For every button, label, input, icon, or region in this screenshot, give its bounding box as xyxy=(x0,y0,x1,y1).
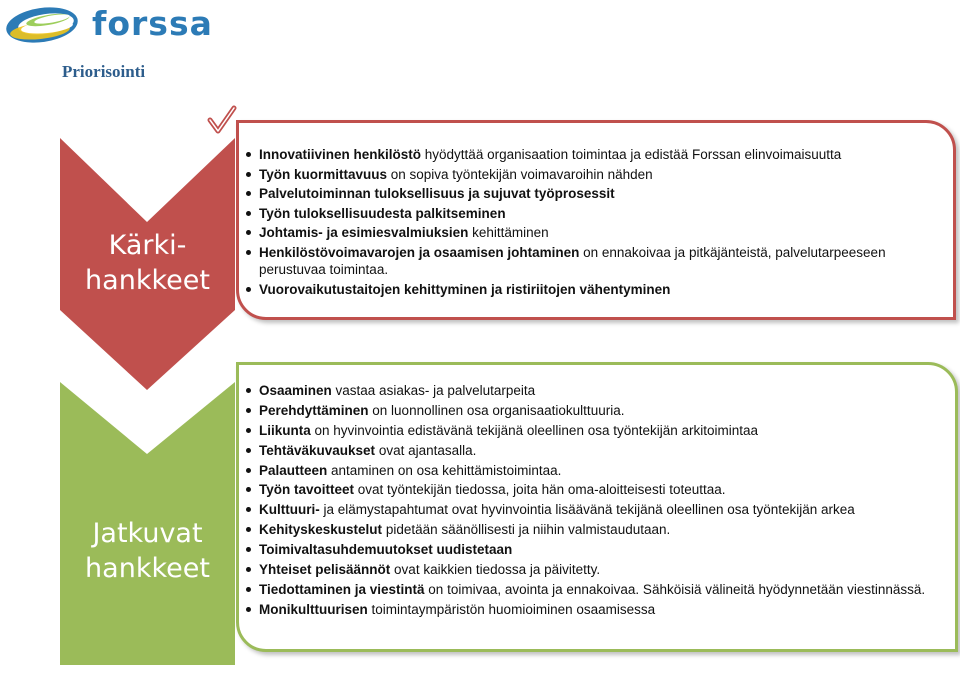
checkmark-icon xyxy=(210,108,234,131)
list-item-bold: Osaaminen xyxy=(259,383,332,398)
list-item xyxy=(245,561,937,578)
list-item-text: ja elämystapahtumat ovat hyvinvointia lisäävänä tekijänä oleellinen osa työntekijän arkea xyxy=(319,502,855,518)
list-item-text: on ennakoivaa ja pitkäjänteistä, palvelutarpeeseen perustuvaa toimintaa. xyxy=(259,244,886,277)
list-item xyxy=(245,541,937,558)
list-item xyxy=(245,205,935,222)
list-item-bold: Tehtäväkuvaukset xyxy=(259,442,376,458)
karki-box xyxy=(236,120,956,320)
list-item-bold: Toimivaltasuhdemuutokset uudistetaan xyxy=(259,542,513,558)
list-item-text: kehittäminen xyxy=(468,225,549,241)
page-title: Priorisointi xyxy=(62,62,146,81)
jatkuvat-label xyxy=(60,516,235,586)
list-item-text: on hyvinvointia edistävänä tekijänä oleellinen osa työntekijän arkitoimintaa xyxy=(310,422,759,438)
list-item-bold: Palautteen xyxy=(259,462,328,478)
list-item xyxy=(245,185,935,202)
list-item-text: hyödyttää organisaation toimintaa ja edistää Forssan elinvoimaisuutta xyxy=(421,147,842,162)
list-item-text: ovat kaikkien tiedossa ja päivitetty. xyxy=(390,562,601,578)
list-item-bold: Tiedottaminen ja viestintä xyxy=(259,581,425,597)
list-item-bold: Perehdyttäminen xyxy=(259,402,369,418)
list-item-bold: Johtamis- ja esimiesvalmiuksien xyxy=(259,225,469,241)
list-item-text: antaminen on osa kehittämistoimintaa. xyxy=(327,462,562,478)
karki-label xyxy=(60,228,235,298)
list-item-text: vastaa asiakas- ja palvelutarpeita xyxy=(331,383,536,398)
list-item-bold: Liikunta xyxy=(259,422,311,438)
list-item xyxy=(245,146,935,163)
list-item-text: pidetään säänöllisesti ja niihin valmistaudutaan. xyxy=(382,522,671,538)
karki-label-line1: Kärki- xyxy=(108,230,187,261)
list-item-bold: Työn tavoitteet xyxy=(259,482,355,498)
list-item xyxy=(245,601,937,618)
list-item xyxy=(245,166,935,183)
list-item xyxy=(245,224,935,241)
karki-label-line2: hankkeet xyxy=(85,265,210,296)
list-item-text: on sopiva työntekijän voimavaroihin nähden xyxy=(387,166,653,182)
list-item-bold: Henkilöstövoimavarojen ja osaamisen johtaminen xyxy=(259,244,580,260)
list-item xyxy=(245,382,937,399)
list-item xyxy=(245,481,937,498)
karki-list xyxy=(245,146,935,300)
list-item-bold: Monikulttuurisen xyxy=(259,601,368,617)
jatkuvat-box xyxy=(236,362,958,652)
list-item xyxy=(245,501,937,518)
list-item-bold: Vuorovaikutustaitojen kehittyminen ja ristiriitojen vähentyminen xyxy=(259,281,671,297)
list-item-bold: Kehityskeskustelut xyxy=(259,522,383,538)
list-item-text: ovat työntekijän tiedossa, joita hän oma-aloitteisesti toteuttaa. xyxy=(354,482,726,498)
list-item xyxy=(245,442,937,459)
list-item-bold: Palvelutoiminnan tuloksellisuus ja sujuvat työprosessit xyxy=(259,186,615,202)
jatkuvat-label-line2: hankkeet xyxy=(85,553,210,584)
list-item xyxy=(245,281,935,298)
list-item xyxy=(245,521,937,538)
list-item-text: ovat ajantasalla. xyxy=(375,442,477,458)
list-item xyxy=(245,402,937,419)
list-item xyxy=(245,581,937,598)
list-item-bold: Työn tuloksellisuudesta palkitseminen xyxy=(259,205,506,221)
jatkuvat-label-line1: Jatkuvat xyxy=(92,518,203,549)
list-item xyxy=(245,462,937,479)
list-item-bold: Yhteiset pelisäännöt xyxy=(259,562,391,578)
list-item-bold: Kulttuuri- xyxy=(259,502,320,518)
list-item-bold: Innovatiivinen henkilöstö xyxy=(259,147,422,162)
list-item-text: on luonnollinen osa organisaatiokulttuuria. xyxy=(368,402,625,418)
list-item xyxy=(245,422,937,439)
list-item-bold: Työn kuormittavuus xyxy=(259,166,388,182)
brand-name: forssa xyxy=(92,4,213,43)
jatkuvat-list xyxy=(245,382,937,621)
list-item xyxy=(245,244,935,278)
list-item-text: on toimivaa, avointa ja ennakoivaa. Sähköisiä välineitä hyödynnetään viestinnässä. xyxy=(424,581,926,597)
list-item-text: toimintaympäristön huomioiminen osaamisessa xyxy=(367,601,656,617)
